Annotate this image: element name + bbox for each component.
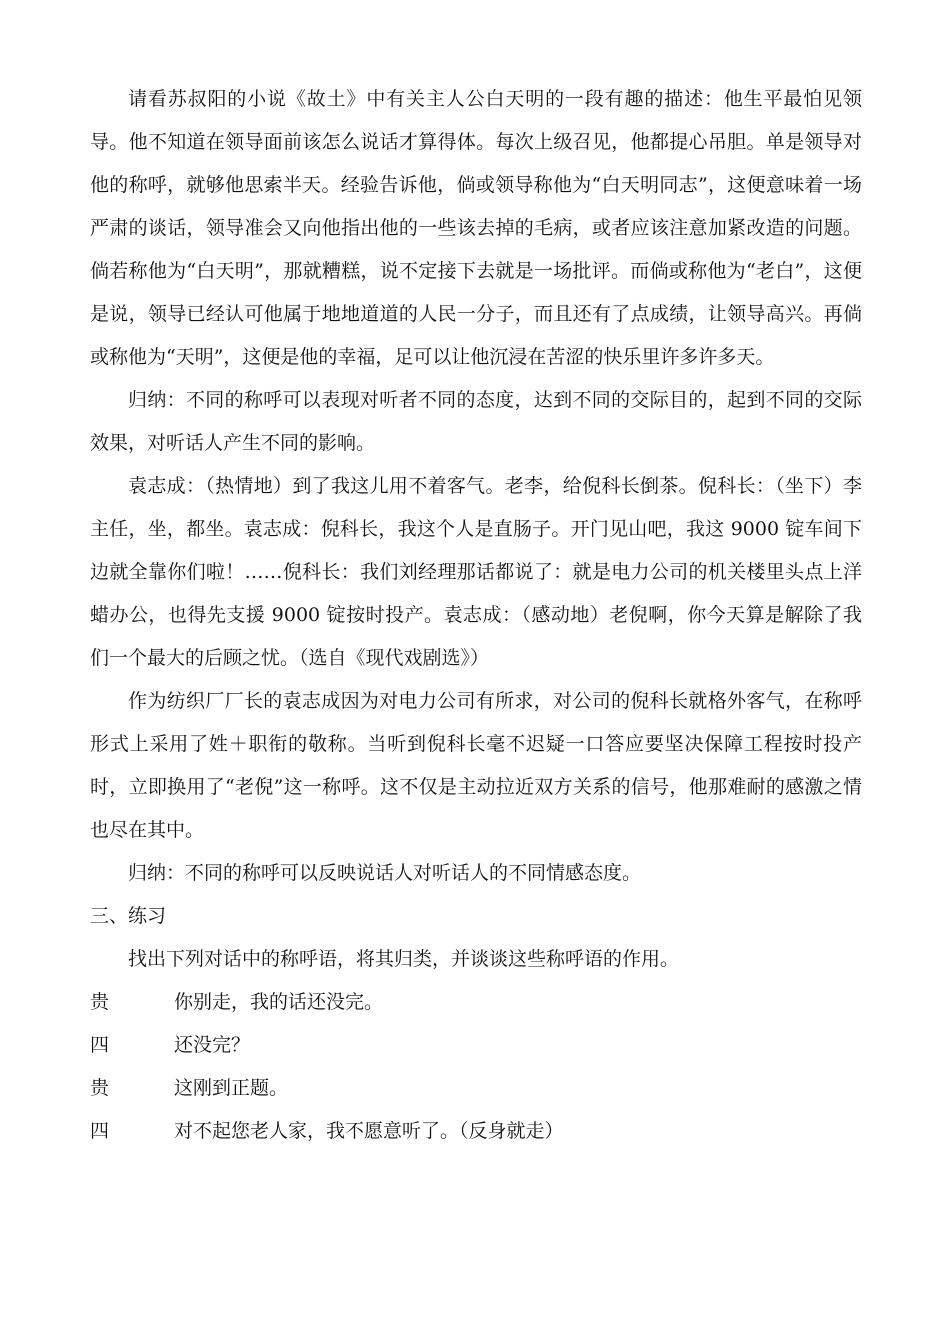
exercise-instruction: 找出下列对话中的称呼语，将其归类，并谈谈这些称呼语的作用。	[128, 948, 680, 970]
dialogue-speaker: 四	[90, 1034, 110, 1056]
dialogue-speaker: 四	[90, 1120, 110, 1142]
paragraph-summary-2: 归纳：不同的称呼可以反映说话人对听话人的不同情感态度。	[128, 862, 642, 884]
paragraph-drama-excerpt: 袁志成：（热情地）到了我这儿用不着客气。老李，给倪科长倒茶。倪科长：（坐下）李主任，坐，都坐。袁志成：倪科长，我这个人是直肠子。开门见山吧，我这 9000 锭车间下边就全靠你们啦！……倪科长：我们刘经理那话都说了：就是电力公司的机关楼里头点上洋蜡办公，也得先支援 9000 锭按时投产。袁志成：（感动地）老倪啊，你今天算是解除了我们一个最大的后顾之忧。（选自《现代戏剧选》）	[90, 475, 862, 669]
paragraph-analysis: 作为纺织厂厂长的袁志成因为对电力公司有所求，对公司的倪科长就格外客气，在称呼形式上采用了姓＋职衔的敬称。当听到倪科长毫不迟疑一口答应要坚决保障工程按时投产时，立即换用了“老倪”这一称呼。这不仅是主动拉近双方关系的信号，他那难耐的感激之情也尽在其中。	[90, 690, 862, 841]
dialogue-speaker: 贵	[90, 991, 110, 1013]
dialogue-text: 对不起您老人家，我不愿意听了。（反身就走）	[174, 1120, 564, 1142]
paragraph-summary-1: 归纳：不同的称呼可以表现对听者不同的态度，达到不同的交际目的，起到不同的交际效果，对听话人产生不同的影响。	[90, 389, 862, 454]
dialogue-text: 还没完？	[174, 1034, 251, 1056]
paragraph-gutu-excerpt: 请看苏叔阳的小说《故土》中有关主人公白天明的一段有趣的描述：他生平最怕见领导。他不知道在领导面前该怎么说话才算得体。每次上级召见，他都提心吊胆。单是领导对他的称呼，就够他思索半天。经验告诉他，倘或领导称他为“白天明同志”，这便意味着一场严肃的谈话，领导准会又向他指出他的一些该去掉的毛病，或者应该注意加紧改造的问题。倘若称他为“白天明”，那就糟糕，说不定接下去就是一场批评。而倘或称他为“老白”，这便是说，领导已经认可他属于地地道道的人民一分子，而且还有了点成绩，让领导高兴。再倘或称他为“天明”，这便是他的幸福，足可以让他沉浸在苦涩的快乐里许多许多天。	[90, 88, 862, 368]
document-body	[90, 78, 862, 1153]
dialogue-line	[90, 1024, 862, 1067]
dialogue-text: 你别走，我的话还没完。	[174, 991, 384, 1013]
dialogue-line	[90, 1110, 862, 1153]
dialogue-line	[90, 981, 862, 1024]
section-heading-exercise: 三、练习	[90, 905, 167, 927]
dialogue-line	[90, 1067, 862, 1110]
dialogue-block	[90, 981, 862, 1153]
dialogue-speaker: 贵	[90, 1077, 110, 1099]
dialogue-text: 这刚到正题。	[174, 1077, 289, 1099]
